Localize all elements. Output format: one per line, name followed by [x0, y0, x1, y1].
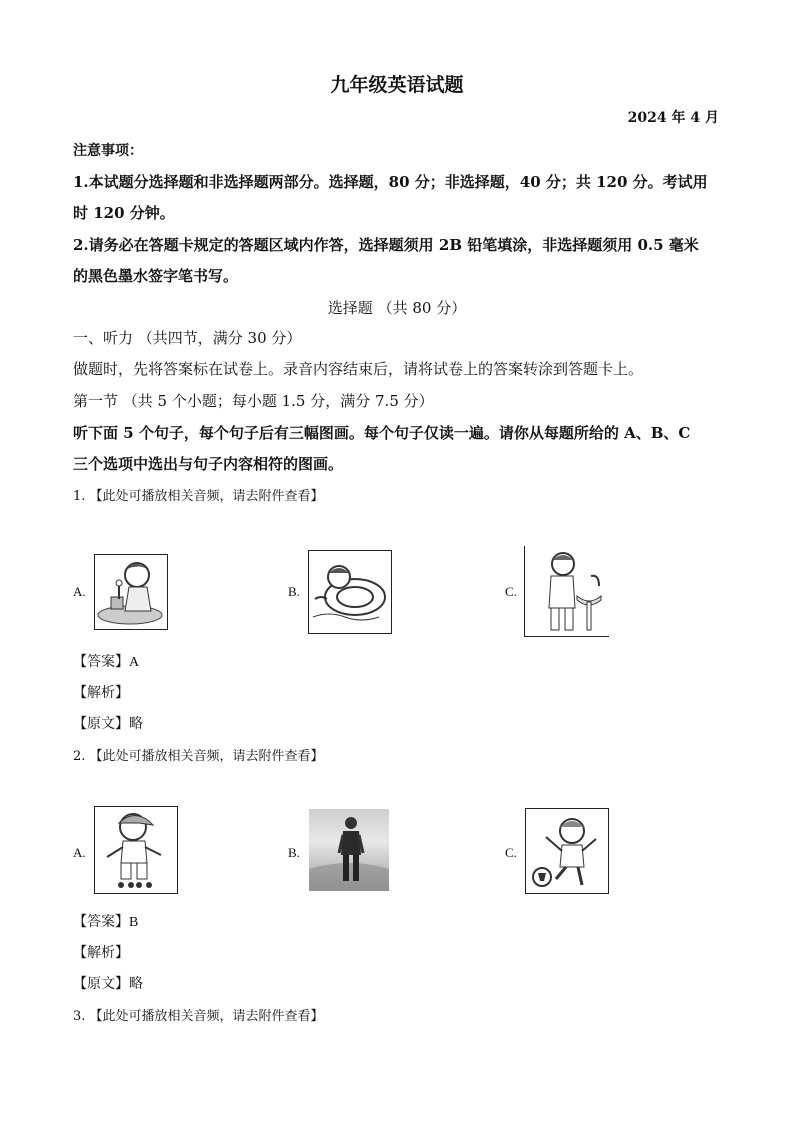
answer-value: B — [129, 915, 139, 930]
man-walking-photo[interactable] — [309, 809, 389, 891]
sub1-desc-line2: 三个选项中选出与句子内容相符的图画。 — [73, 455, 344, 473]
q2-option-c-label: C. — [505, 845, 517, 860]
q1-option-c-label: C. — [505, 584, 517, 599]
answer-tag: 【答案】 — [73, 914, 129, 930]
answer-value: A — [129, 655, 140, 670]
q1-source — [73, 713, 143, 733]
child-washing-hands-icon[interactable] — [524, 546, 609, 637]
q2-answer — [73, 911, 138, 931]
part1-heading: 一、听力 （共四节，满分 30 分） — [73, 329, 302, 347]
source-value: 略 — [129, 716, 143, 732]
page-title: 九年级英语试题 — [330, 74, 464, 96]
q2-analysis: 【解析】 — [73, 945, 129, 961]
exam-date: 2024 年 4 月 — [627, 110, 719, 126]
child-roller-skating-icon[interactable] — [94, 806, 178, 894]
q1-option-a-label: A. — [73, 584, 86, 599]
notes-heading: 注意事项： — [73, 143, 143, 159]
question-2-prompt[interactable]: 2. 【此处可播放相关音频，请去附件查看】 — [73, 749, 324, 764]
q1-analysis: 【解析】 — [73, 685, 129, 701]
question-3-prompt[interactable]: 3. 【此处可播放相关音频，请去附件查看】 — [73, 1009, 324, 1024]
sub1-heading: 第一节 （共 5 个小题；每小题 1.5 分，满分 7.5 分） — [73, 392, 434, 410]
notes-item2-line1: 2.请务必在答题卡规定的答题区域内作答，选择题须用 2B 铅笔填涂，非选择题须用 0.5 毫米 — [73, 236, 699, 254]
source-value: 略 — [129, 976, 143, 992]
notes-item1-line1: 1.本试题分选择题和非选择题两部分。选择题，80 分；非选择题，40 分；共 120 分。考试用 — [73, 173, 708, 191]
q2-source — [73, 973, 143, 993]
notes-item1-line2: 时 120 分钟。 — [73, 204, 175, 222]
child-playing-sand-icon[interactable] — [94, 554, 168, 630]
child-playing-football-icon[interactable] — [525, 808, 609, 894]
answer-tag: 【答案】 — [73, 654, 129, 670]
q1-answer — [73, 651, 139, 671]
question-1-prompt[interactable]: 1. 【此处可播放相关音频，请去附件查看】 — [73, 489, 324, 504]
q1-option-b-label: B. — [288, 584, 300, 599]
child-swimming-icon[interactable] — [308, 550, 392, 634]
section-title: 选择题 （共 80 分） — [327, 299, 467, 317]
sub1-desc-line1: 听下面 5 个句子，每个句子后有三幅图画。每个句子仅读一遍。请你从每题所给的 A、B、C — [73, 424, 691, 442]
source-tag: 【原文】 — [73, 976, 129, 992]
q2-option-a-label: A. — [73, 845, 86, 860]
q2-option-b-label: B. — [288, 845, 300, 860]
notes-item2-line2: 的黑色墨水签字笔书写。 — [73, 267, 239, 285]
part1-instruction: 做题时，先将答案标在试卷上。录音内容结束后，请将试卷上的答案转涂到答题卡上。 — [73, 360, 644, 378]
source-tag: 【原文】 — [73, 716, 129, 732]
